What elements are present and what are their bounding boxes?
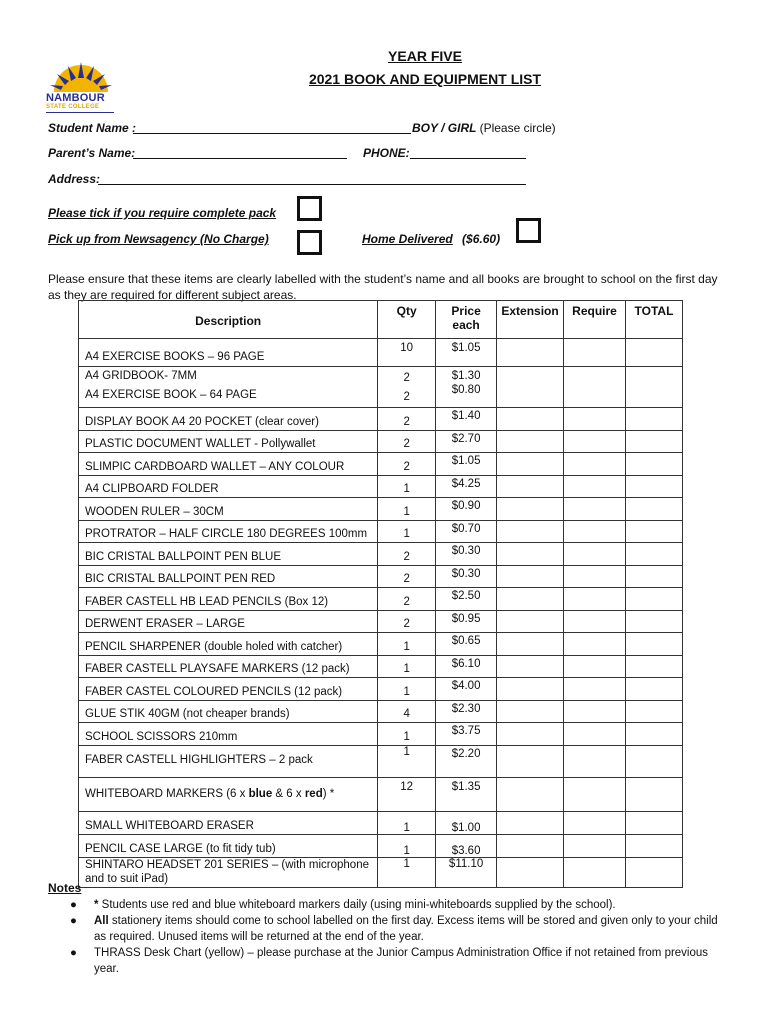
item-price: $0.65 <box>436 633 497 656</box>
student-name-label: Student Name : <box>48 121 137 135</box>
item-extension[interactable] <box>497 453 564 476</box>
item-extension[interactable] <box>497 655 564 678</box>
item-qty: 2 <box>378 588 436 611</box>
item-price: $2.30 <box>436 700 497 723</box>
item-total[interactable] <box>626 723 683 746</box>
item-price: $2.20 <box>436 745 497 777</box>
item-total[interactable] <box>626 633 683 656</box>
item-extension[interactable] <box>497 339 564 367</box>
item-extension[interactable] <box>497 543 564 566</box>
item-description: WOODEN RULER – 30CM <box>79 498 378 521</box>
note-item: ● * Students use red and blue whiteboard markers daily (using mini-whiteboards supplied by the school). <box>70 899 616 911</box>
item-price: $0.95 <box>436 610 497 633</box>
item-require[interactable] <box>564 339 626 367</box>
table-row <box>79 453 683 476</box>
table-row <box>79 633 683 656</box>
item-total[interactable] <box>626 430 683 453</box>
item-qty: 4 <box>378 700 436 723</box>
note-item: ● THRASS Desk Chart (yellow) – please purchase at the Junior Campus Administration Office if not retained from previous year. <box>70 947 709 975</box>
bullet-icon: ● <box>70 947 77 959</box>
item-total[interactable] <box>626 588 683 611</box>
item-extension[interactable] <box>497 610 564 633</box>
address-field[interactable] <box>98 172 526 185</box>
item-description: BIC CRISTAL BALLPOINT PEN BLUE <box>79 543 378 566</box>
parent-name-label: Parent’s Name: <box>48 146 136 160</box>
table-row <box>79 745 683 777</box>
item-qty: 1 <box>378 745 436 777</box>
item-price: $2.70 <box>436 430 497 453</box>
item-price: $0.30 <box>436 543 497 566</box>
item-description: SCHOOL SCISSORS 210mm <box>79 723 378 746</box>
item-extension[interactable] <box>497 408 564 431</box>
item-description: A4 EXERCISE BOOK – 64 PAGE <box>85 389 257 401</box>
item-price: $0.70 <box>436 520 497 543</box>
item-price: $3.60 <box>436 834 497 857</box>
boy-girl-label[interactable] <box>412 121 556 135</box>
item-price: $4.25 <box>436 475 497 498</box>
item-description: FABER CASTELL HIGHLIGHTERS – 2 pack <box>79 745 378 777</box>
item-description: FABER CASTELL PLAYSAFE MARKERS (12 pack) <box>79 655 378 678</box>
item-description: SLIMPIC CARDBOARD WALLET – ANY COLOUR <box>79 453 378 476</box>
item-total[interactable] <box>626 745 683 777</box>
table-row <box>79 408 683 431</box>
note-item: ● All stationery items should come to school labelled on the first day. Excess items will be stored and given only to your child as required. Unused items will be returned at the end of the year. <box>70 915 718 943</box>
boy-girl-note: (Please circle) <box>479 121 556 135</box>
header-require: Require <box>564 301 626 339</box>
table-row <box>79 777 683 811</box>
logo-name: NAMBOUR <box>46 92 105 104</box>
item-require[interactable] <box>564 811 626 834</box>
item-description: SHINTARO HEADSET 201 SERIES – (with microphone and to suit iPad) <box>79 857 378 887</box>
item-qty: 1 <box>378 655 436 678</box>
item-require[interactable] <box>564 610 626 633</box>
header-price: Price each <box>436 301 497 339</box>
item-extension[interactable] <box>497 475 564 498</box>
table-row <box>79 520 683 543</box>
table-row <box>79 610 683 633</box>
item-description: DERWENT ERASER – LARGE <box>79 610 378 633</box>
item-price: $1.00 <box>436 811 497 834</box>
item-extension[interactable] <box>497 520 564 543</box>
item-description: PENCIL CASE LARGE (to fit tidy tub) <box>79 834 378 857</box>
item-description: WHITEBOARD MARKERS (6 x blue & 6 x red) * <box>79 777 378 811</box>
item-qty: 2 <box>378 453 436 476</box>
header-extension: Extension <box>497 301 564 339</box>
item-require[interactable] <box>564 520 626 543</box>
item-description: BIC CRISTAL BALLPOINT PEN RED <box>79 565 378 588</box>
pickup-label: Pick up from Newsagency (No Charge) <box>48 232 269 246</box>
item-qty: 10 <box>378 339 436 367</box>
item-qty: 2 <box>378 430 436 453</box>
item-require[interactable] <box>564 700 626 723</box>
item-price: $6.10 <box>436 655 497 678</box>
item-require[interactable] <box>564 367 626 408</box>
home-delivered-price: ($6.60) <box>462 232 501 246</box>
item-total[interactable] <box>626 655 683 678</box>
logo-subtitle: STATE COLLEGE <box>46 104 100 110</box>
item-description: A4 CLIPBOARD FOLDER <box>79 475 378 498</box>
item-extension[interactable] <box>497 588 564 611</box>
notes-list <box>70 897 722 977</box>
table-row <box>79 588 683 611</box>
item-description: FABER CASTEL COLOURED PENCILS (12 pack) <box>79 678 378 701</box>
table-row <box>79 811 683 834</box>
complete-pack-label: Please tick if you require complete pack <box>48 206 277 220</box>
home-delivered-label <box>362 232 500 246</box>
item-extension[interactable] <box>497 430 564 453</box>
item-price: $1.35 <box>436 777 497 811</box>
item-qty: 2 <box>403 391 410 403</box>
table-row <box>79 723 683 746</box>
item-extension[interactable] <box>497 565 564 588</box>
item-extension[interactable] <box>497 745 564 777</box>
item-require[interactable] <box>564 777 626 811</box>
table-header-row <box>79 301 683 339</box>
item-description: A4 GRIDBOOK- 7MM <box>85 370 197 382</box>
table-row <box>79 700 683 723</box>
item-description: PENCIL SHARPENER (double holed with catcher) <box>79 633 378 656</box>
item-extension[interactable] <box>497 857 564 887</box>
item-qty: 2 <box>378 610 436 633</box>
item-require[interactable] <box>564 857 626 887</box>
parent-name-field[interactable] <box>133 146 347 159</box>
item-qty: 1 <box>378 475 436 498</box>
item-total[interactable] <box>626 610 683 633</box>
table-row <box>79 498 683 521</box>
home-delivered-text: Home Delivered <box>362 232 453 246</box>
item-price: $11.10 <box>436 857 497 887</box>
item-price: $0.30 <box>436 565 497 588</box>
item-require[interactable] <box>564 453 626 476</box>
address-label: Address: <box>48 172 101 186</box>
item-require[interactable] <box>564 475 626 498</box>
item-require[interactable] <box>564 408 626 431</box>
item-total[interactable] <box>626 498 683 521</box>
item-require[interactable] <box>564 834 626 857</box>
phone-label: PHONE: <box>363 146 410 160</box>
item-price: $1.05 <box>436 453 497 476</box>
table-row <box>79 543 683 566</box>
item-qty: 12 <box>378 777 436 811</box>
item-total[interactable] <box>626 811 683 834</box>
item-extension[interactable] <box>497 811 564 834</box>
header-total: TOTAL <box>626 301 683 339</box>
item-total[interactable] <box>626 475 683 498</box>
item-description: A4 EXERCISE BOOKS – 96 PAGE <box>79 339 378 367</box>
item-qty: 1 <box>378 520 436 543</box>
table-row <box>79 655 683 678</box>
item-require[interactable] <box>564 745 626 777</box>
item-description: PROTRATOR – HALF CIRCLE 180 DEGREES 100mm <box>79 520 378 543</box>
item-total[interactable] <box>626 777 683 811</box>
item-price: $4.00 <box>436 678 497 701</box>
table-row <box>79 834 683 857</box>
item-price: $1.05 <box>436 339 497 367</box>
item-total[interactable] <box>626 408 683 431</box>
item-qty: 1 <box>378 857 436 887</box>
item-qty: 1 <box>378 633 436 656</box>
logo-divider <box>46 112 114 113</box>
item-require[interactable] <box>564 588 626 611</box>
item-require[interactable] <box>564 430 626 453</box>
complete-pack-checkbox[interactable] <box>297 196 322 221</box>
header-description: Description <box>79 301 378 339</box>
item-price: $2.50 <box>436 588 497 611</box>
item-extension[interactable] <box>497 633 564 656</box>
item-require[interactable] <box>564 678 626 701</box>
item-description: SMALL WHITEBOARD ERASER <box>79 811 378 834</box>
item-qty: 1 <box>378 678 436 701</box>
home-delivered-checkbox[interactable] <box>516 218 541 243</box>
item-require[interactable] <box>564 655 626 678</box>
item-qty: 2 <box>403 372 410 384</box>
table-row <box>79 430 683 453</box>
item-description: FABER CASTELL HB LEAD PENCILS (Box 12) <box>79 588 378 611</box>
item-price: $0.90 <box>436 498 497 521</box>
items-table <box>78 300 683 888</box>
table-row <box>79 857 683 887</box>
notes-heading: Notes <box>48 881 82 895</box>
item-extension[interactable] <box>497 777 564 811</box>
item-description: PLASTIC DOCUMENT WALLET - Pollywallet <box>79 430 378 453</box>
item-total[interactable] <box>626 453 683 476</box>
table-row <box>79 339 683 367</box>
boy-girl-text: BOY / GIRL <box>412 121 477 135</box>
item-total[interactable] <box>626 857 683 887</box>
table-row <box>79 678 683 701</box>
item-qty: 1 <box>378 498 436 521</box>
item-qty: 1 <box>378 723 436 746</box>
table-row <box>79 565 683 588</box>
pickup-checkbox[interactable] <box>297 230 322 255</box>
item-price: $1.40 <box>436 408 497 431</box>
bullet-icon: ● <box>70 915 77 927</box>
item-total[interactable] <box>626 339 683 367</box>
item-extension[interactable] <box>497 367 564 408</box>
item-extension[interactable] <box>497 834 564 857</box>
item-description: GLUE STIK 40GM (not cheaper brands) <box>79 700 378 723</box>
item-extension[interactable] <box>497 700 564 723</box>
phone-field[interactable] <box>410 146 526 159</box>
page-subtitle: 2021 BOOK AND EQUIPMENT LIST <box>308 71 542 87</box>
header-qty: Qty <box>378 301 436 339</box>
bullet-icon: ● <box>70 899 77 911</box>
item-description: DISPLAY BOOK A4 20 POCKET (clear cover) <box>79 408 378 431</box>
item-total[interactable] <box>626 834 683 857</box>
item-price: $3.75 <box>436 723 497 746</box>
item-qty: 2 <box>378 565 436 588</box>
page-title: YEAR FIVE <box>388 48 462 64</box>
item-require[interactable] <box>564 723 626 746</box>
item-require[interactable] <box>564 565 626 588</box>
intro-text: Please ensure that these items are clearly labelled with the student’s name and all books are brought to school on the first day as they are required for different subject areas. <box>48 272 718 302</box>
item-qty: 1 <box>378 834 436 857</box>
item-total[interactable] <box>626 520 683 543</box>
item-require[interactable] <box>564 633 626 656</box>
item-extension[interactable] <box>497 678 564 701</box>
item-require[interactable] <box>564 543 626 566</box>
item-extension[interactable] <box>497 498 564 521</box>
item-extension[interactable] <box>497 723 564 746</box>
item-total[interactable] <box>626 700 683 723</box>
item-price: $1.30 <box>451 370 481 382</box>
item-total[interactable] <box>626 367 683 408</box>
item-total[interactable] <box>626 543 683 566</box>
item-qty: 2 <box>378 408 436 431</box>
item-total[interactable] <box>626 565 683 588</box>
table-row <box>79 475 683 498</box>
item-require[interactable] <box>564 498 626 521</box>
item-qty: 2 <box>378 543 436 566</box>
student-name-field[interactable] <box>133 121 411 134</box>
item-qty: 1 <box>378 811 436 834</box>
item-total[interactable] <box>626 678 683 701</box>
table-row-merged <box>79 367 683 408</box>
item-price: $0.80 <box>451 384 481 396</box>
